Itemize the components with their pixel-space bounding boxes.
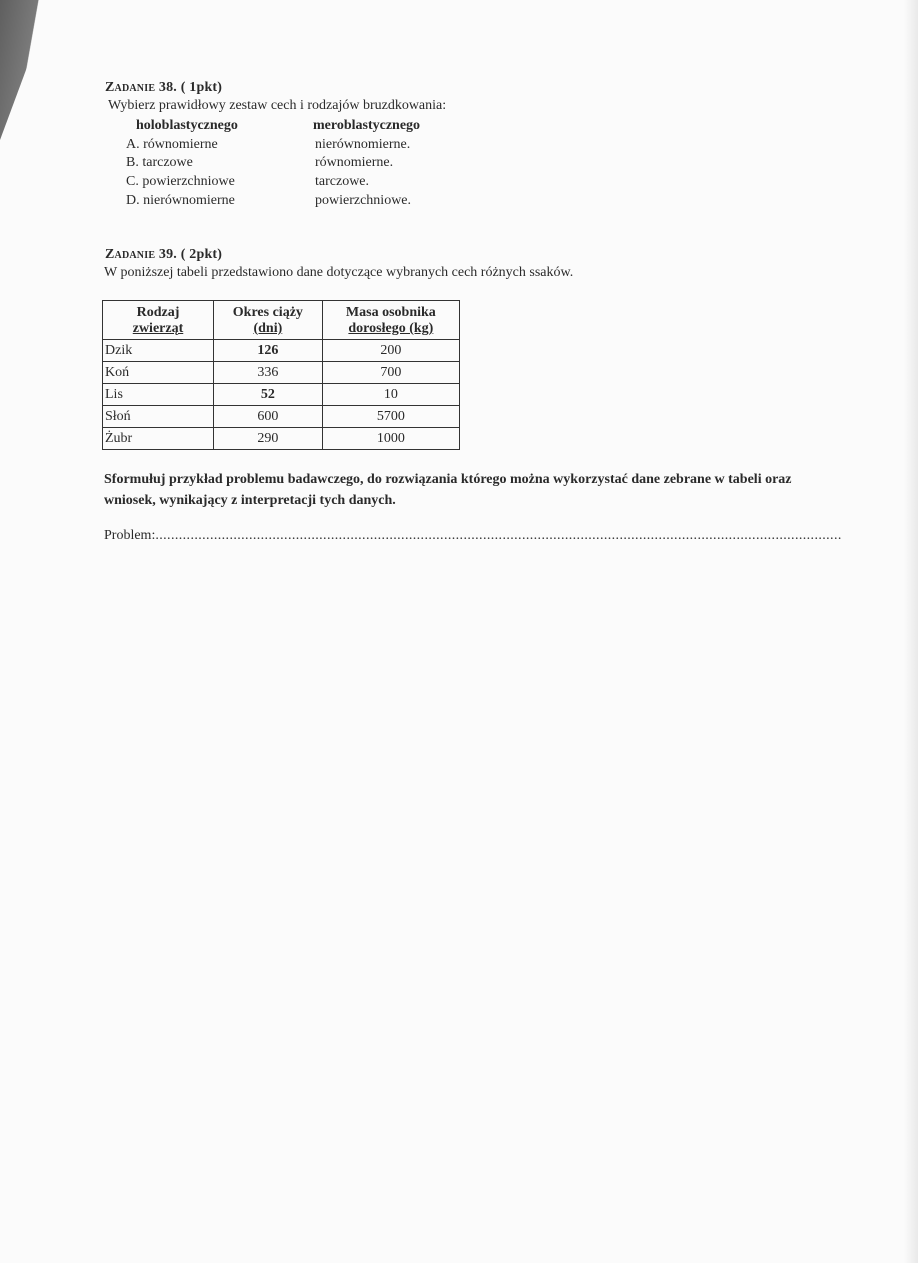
header-gestation-line1: Okres ciąży xyxy=(232,305,303,320)
cell-animal: Koń xyxy=(103,362,214,384)
option-d-left: D. nierównomierne xyxy=(126,193,235,208)
mammal-data-table xyxy=(102,300,460,450)
cell-gestation: 290 xyxy=(214,428,323,450)
task-39-heading xyxy=(105,247,222,263)
table-row xyxy=(103,362,460,384)
task-38-heading xyxy=(105,80,222,96)
table-header-row xyxy=(103,301,460,340)
header-animal xyxy=(103,301,214,340)
table-row xyxy=(103,340,460,362)
problem-answer-line xyxy=(104,528,842,544)
option-c-right: tarczowe. xyxy=(315,174,370,189)
header-animal-line2: zwierząt xyxy=(132,321,184,336)
option-a-left: A. równomierne xyxy=(126,137,218,152)
cell-mass: 10 xyxy=(322,384,459,406)
table-row xyxy=(103,384,460,406)
cell-mass: 700 xyxy=(322,362,459,384)
task-39-points: ( 2pkt) xyxy=(180,247,223,262)
cell-gestation: 600 xyxy=(214,406,323,428)
problem-label: Problem: xyxy=(104,528,156,543)
cell-animal: Lis xyxy=(103,384,214,406)
task-38-label: Zadanie xyxy=(105,80,156,95)
cell-animal: Żubr xyxy=(103,428,214,450)
table-row xyxy=(103,428,460,450)
option-c-left: C. powierzchniowe xyxy=(126,174,235,189)
task-39-number: 39. xyxy=(158,247,177,262)
col-head-holoblastic: holoblastycznego xyxy=(136,118,238,133)
task-38-number: 38. xyxy=(158,80,177,95)
answer-dotted-line[interactable]: ................................................................................................................................................................................ xyxy=(155,528,842,543)
header-mass-line2: dorosłego (kg) xyxy=(348,321,434,336)
header-gestation-line2: (dni) xyxy=(253,321,283,336)
task-38-question: Wybierz prawidłowy zestaw cech i rodzajów bruzdkowania: xyxy=(108,98,447,113)
cell-mass: 200 xyxy=(322,340,459,362)
cell-animal: Dzik xyxy=(103,340,214,362)
option-b-right: równomierne. xyxy=(315,155,394,170)
cell-gestation: 336 xyxy=(214,362,323,384)
scan-corner-shadow xyxy=(0,0,60,140)
table-row xyxy=(103,406,460,428)
header-mass xyxy=(322,301,459,340)
option-d-right: powierzchniowe. xyxy=(315,193,412,208)
scan-edge-shadow xyxy=(904,0,918,1263)
task-39-instruction: Sformułuj przykład problemu badawczego, do rozwiązania którego można wykorzystać dane zebrane w tabeli oraz wniosek, wynikający z interpretacji tych danych. xyxy=(104,472,792,508)
cell-gestation: 52 xyxy=(214,384,323,406)
task-39-intro: W poniższej tabeli przedstawiono dane dotyczące wybranych cech różnych ssaków. xyxy=(104,265,574,280)
header-animal-line1: Rodzaj xyxy=(136,305,180,320)
col-head-meroblastic: meroblastycznego xyxy=(313,118,421,133)
header-gestation xyxy=(214,301,323,340)
option-a-right: nierównomierne. xyxy=(315,137,411,152)
header-mass-line1: Masa osobnika xyxy=(345,305,436,320)
cell-animal: Słoń xyxy=(103,406,214,428)
task-39-label: Zadanie xyxy=(105,247,156,262)
task-38-points: ( 1pkt) xyxy=(180,80,223,95)
cell-mass: 5700 xyxy=(322,406,459,428)
cell-mass: 1000 xyxy=(322,428,459,450)
cell-gestation: 126 xyxy=(214,340,323,362)
option-b-left: B. tarczowe xyxy=(126,155,193,170)
